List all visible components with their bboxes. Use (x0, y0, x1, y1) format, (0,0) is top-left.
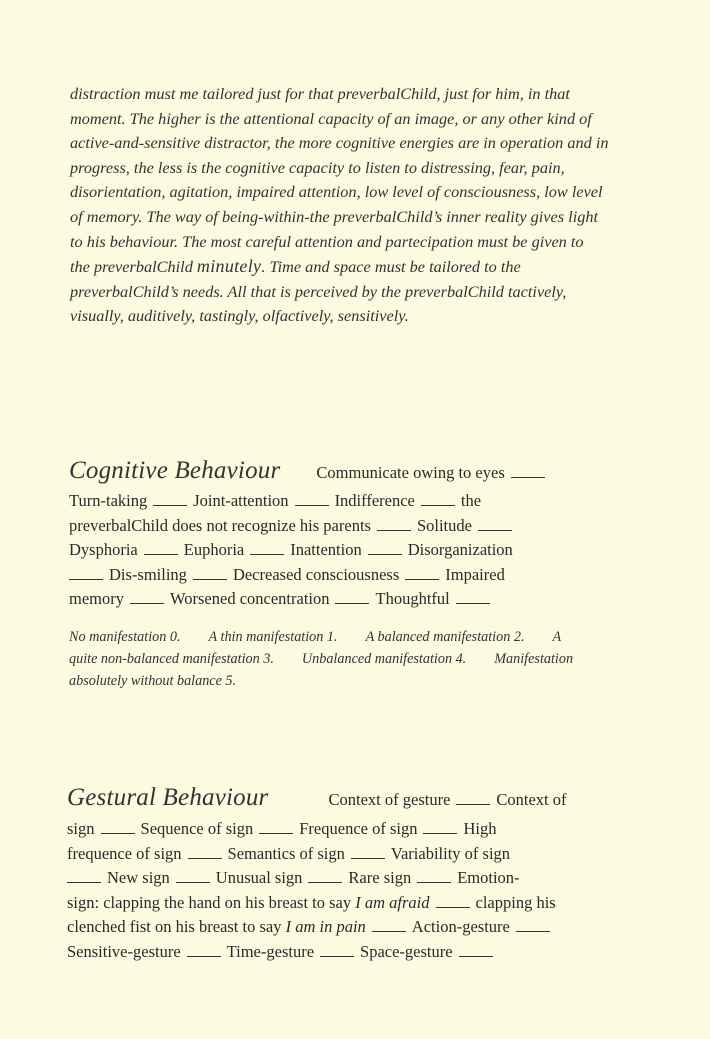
blank-field[interactable] (193, 567, 227, 580)
intro-line: active-and-sensitive distractor, the more cognitive energies are in operation and in (70, 133, 609, 153)
intro-line: of memory. The way of being-within-the preverbalChild’s inner reality gives light (70, 206, 599, 226)
item-label: Sequence of sign (140, 819, 254, 838)
item-label: Solitude (416, 515, 472, 535)
cognitive-line (69, 563, 649, 588)
item-label: memory (69, 589, 124, 609)
legend-line (69, 648, 649, 670)
blank-field[interactable] (335, 591, 369, 604)
blank-field[interactable] (377, 518, 411, 531)
scale-item: A thin manifestation 1. (208, 629, 338, 645)
legend-line (69, 626, 649, 648)
intro-line: to his behaviour. The most careful attention and partecipation must be given to (70, 231, 584, 251)
gestural-line (67, 866, 647, 891)
scale-item: absolutely without balance 5. (69, 673, 237, 689)
blank-field[interactable] (320, 944, 354, 957)
blank-field[interactable] (187, 944, 221, 957)
blank-field[interactable] (436, 895, 470, 908)
item-label: Euphoria (183, 540, 245, 560)
rating-scale-legend (69, 626, 649, 692)
item-label: Frequence of sign (299, 819, 418, 838)
item-label: Time-gesture (226, 941, 315, 961)
gestural-line (67, 781, 647, 817)
blank-field[interactable] (417, 870, 451, 883)
item-emphasis: I am in pain (285, 917, 366, 937)
item-label: Emotion- (457, 868, 520, 888)
item-label: Turn-taking (69, 491, 148, 510)
item-label: Impaired (445, 564, 505, 584)
blank-field[interactable] (478, 518, 512, 531)
intro-text: . Time and space must be tailored to the (261, 257, 521, 277)
item-label: Context of gesture (328, 790, 451, 809)
item-label: preverbalChild does not recognize his parents (69, 515, 371, 535)
item-label: the (460, 491, 482, 510)
section-heading: Cognitive Behaviour (69, 457, 281, 484)
blank-field[interactable] (188, 846, 222, 859)
section-heading: Gestural Behaviour (67, 784, 269, 811)
intro-line: preverbalChild’s needs. All that is perceived by the preverbalChild tactively, (70, 281, 567, 301)
blank-field[interactable] (308, 870, 342, 883)
blank-field[interactable] (101, 821, 135, 834)
item-label: sign (67, 819, 95, 838)
blank-field[interactable] (153, 493, 187, 506)
blank-field[interactable] (295, 493, 329, 506)
item-label: Decreased consciousness (232, 564, 400, 584)
item-label: New sign (107, 868, 170, 888)
item-label: Disorganization (407, 540, 513, 560)
cognitive-line (69, 455, 649, 489)
gestural-line (67, 842, 647, 867)
blank-field[interactable] (144, 542, 178, 555)
blank-field[interactable] (459, 944, 493, 957)
blank-field[interactable] (456, 792, 490, 805)
cognitive-line (69, 587, 649, 612)
blank-field[interactable] (368, 542, 402, 555)
blank-field[interactable] (456, 591, 490, 604)
blank-field[interactable] (259, 821, 293, 834)
item-label: sign: clapping the hand on his breast to say (67, 892, 356, 912)
blank-field[interactable] (176, 870, 210, 883)
blank-field[interactable] (421, 493, 455, 506)
intro-line: moment. The higher is the attentional capacity of an image, or any other kind of (70, 108, 592, 128)
item-label: Dysphoria (69, 540, 138, 560)
item-label: Variability of sign (390, 843, 511, 863)
blank-field[interactable] (69, 567, 103, 580)
intro-line: distraction must me tailored just for that preverbalChild, just for him, in that (70, 84, 570, 103)
gestural-line (67, 817, 647, 842)
item-label: Communicate owing to eyes (316, 463, 505, 482)
blank-field[interactable] (130, 591, 164, 604)
blank-field[interactable] (67, 870, 101, 883)
item-label: Indifference (334, 491, 415, 510)
blank-field[interactable] (372, 919, 406, 932)
item-label: Semantics of sign (227, 843, 345, 863)
legend-line (69, 670, 649, 692)
intro-line (70, 254, 650, 280)
cognitive-behaviour-section (69, 455, 649, 612)
cognitive-line (69, 514, 649, 539)
intro-line: visually, auditively, tastingly, olfactively, sensitively. (70, 306, 409, 326)
cognitive-line (69, 538, 649, 563)
gestural-line (67, 915, 647, 940)
blank-field[interactable] (250, 542, 284, 555)
cognitive-line (69, 489, 649, 514)
item-label: Unusual sign (215, 868, 303, 888)
gestural-line (67, 891, 647, 916)
item-label: Thoughtful (375, 589, 450, 609)
item-label: Worsened concentration (170, 589, 330, 609)
blank-field[interactable] (516, 919, 550, 932)
intro-line: progress, the less is the cognitive capacity to listen to distressing, fear, pain, (70, 157, 565, 177)
scale-item: quite non-balanced manifestation 3. (69, 651, 274, 667)
blank-field[interactable] (351, 846, 385, 859)
scale-item: A (552, 629, 562, 645)
item-emphasis: I am afraid (355, 892, 430, 912)
item-label: clenched fist on his breast to say (67, 917, 286, 937)
scale-item: No manifestation 0. (69, 629, 181, 645)
emphasis-minutely: minutely (196, 256, 262, 277)
item-label: Dis-smiling (109, 564, 187, 584)
blank-field[interactable] (423, 821, 457, 834)
item-label: Space-gesture (360, 941, 453, 961)
item-label: Inattention (290, 540, 362, 560)
intro-line: disorientation, agitation, impaired attention, low level of consciousness, low level (70, 182, 603, 202)
intro-paragraph (70, 82, 650, 329)
scale-item: A balanced manifestation 2. (365, 629, 525, 645)
item-label: Action-gesture (411, 917, 510, 937)
blank-field[interactable] (405, 567, 439, 580)
item-label: Rare sign (348, 868, 412, 888)
item-label: frequence of sign (67, 843, 182, 863)
gestural-line (67, 940, 647, 965)
item-label: Joint-attention (193, 491, 289, 510)
gestural-behaviour-section (67, 781, 647, 965)
item-label: clapping his (475, 892, 556, 912)
scale-item: Unbalanced manifestation 4. (301, 651, 467, 667)
item-label: Context of (496, 790, 567, 809)
item-label: Sensitive-gesture (67, 941, 181, 961)
scale-item: Manifestation (494, 651, 574, 667)
intro-text: the preverbalChild (70, 257, 197, 277)
item-label: High (463, 819, 497, 838)
blank-field[interactable] (511, 465, 545, 478)
